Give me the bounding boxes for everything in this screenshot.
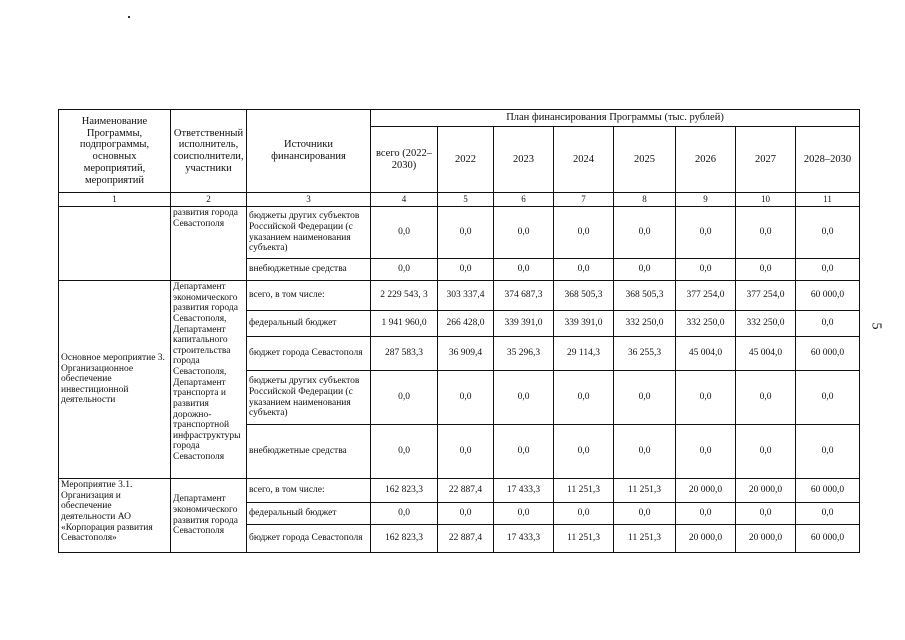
amount-cell: 0,0 (736, 425, 796, 479)
column-number: 11 (796, 193, 860, 207)
funding-source-cell: внебюджетные средства (247, 425, 371, 479)
column-number: 3 (247, 193, 371, 207)
amount-cell: 60 000,0 (796, 337, 860, 371)
page-number: 5 (868, 322, 884, 330)
amount-cell: 17 433,3 (494, 479, 554, 503)
amount-cell: 1 941 960,0 (371, 311, 438, 337)
amount-cell: 0,0 (796, 207, 860, 259)
amount-cell: 332 250,0 (736, 311, 796, 337)
amount-cell: 45 004,0 (676, 337, 736, 371)
amount-cell: 60 000,0 (796, 281, 860, 311)
amount-cell: 0,0 (796, 425, 860, 479)
amount-cell: 377 254,0 (736, 281, 796, 311)
funding-source-cell: федеральный бюджет (247, 503, 371, 525)
amount-cell: 0,0 (736, 503, 796, 525)
column-number: 2 (171, 193, 247, 207)
funding-source-cell: бюджет города Севастополя (247, 337, 371, 371)
amount-cell: 0,0 (796, 503, 860, 525)
activity-name-cell (59, 207, 171, 281)
column-number: 5 (438, 193, 494, 207)
amount-cell: 11 251,3 (614, 479, 676, 503)
amount-cell: 0,0 (676, 503, 736, 525)
amount-cell: 0,0 (494, 259, 554, 281)
amount-cell: 0,0 (614, 425, 676, 479)
executor-cell: развития города Севастополя (171, 207, 247, 281)
amount-cell: 368 505,3 (554, 281, 614, 311)
amount-cell: 45 004,0 (736, 337, 796, 371)
amount-cell: 287 583,3 (371, 337, 438, 371)
amount-cell: 0,0 (438, 207, 494, 259)
header-year-total: всего (2022–2030) (371, 127, 438, 193)
amount-cell: 0,0 (554, 259, 614, 281)
amount-cell: 0,0 (438, 371, 494, 425)
header-year: 2026 (676, 127, 736, 193)
amount-cell: 0,0 (371, 207, 438, 259)
amount-cell: 17 433,3 (494, 525, 554, 553)
amount-cell: 0,0 (614, 259, 676, 281)
header-year: 2027 (736, 127, 796, 193)
amount-cell: 0,0 (796, 311, 860, 337)
executor-cell: Департамент экономического развития города Севастополя, Департамент капитального строительства города Севастополя, Департамент транспорта и развития дорожно-транспортной инфраструктуры города Севастополя (171, 281, 247, 479)
amount-cell: 0,0 (554, 371, 614, 425)
amount-cell: 0,0 (371, 425, 438, 479)
financing-table (58, 109, 860, 553)
header-year: 2023 (494, 127, 554, 193)
amount-cell: 22 887,4 (438, 479, 494, 503)
amount-cell: 0,0 (494, 371, 554, 425)
amount-cell: 339 391,0 (494, 311, 554, 337)
funding-source-cell: бюджеты других субъектов Российской Федерации (с указанием наименования субъекта) (247, 371, 371, 425)
activity-name-cell: Основное мероприятие 3. Организационное обеспечение инвестиционной деятельности (59, 281, 171, 479)
funding-source-cell: бюджеты других субъектов Российской Федерации (с указанием наименования субъекта) (247, 207, 371, 259)
amount-cell: 162 823,3 (371, 479, 438, 503)
header-year: 2022 (438, 127, 494, 193)
amount-cell: 29 114,3 (554, 337, 614, 371)
table-row (59, 479, 860, 503)
column-number: 9 (676, 193, 736, 207)
amount-cell: 368 505,3 (614, 281, 676, 311)
amount-cell: 0,0 (676, 425, 736, 479)
amount-cell: 0,0 (438, 425, 494, 479)
table-row (59, 281, 860, 311)
column-number: 4 (371, 193, 438, 207)
amount-cell: 20 000,0 (676, 525, 736, 553)
amount-cell: 377 254,0 (676, 281, 736, 311)
column-number: 10 (736, 193, 796, 207)
amount-cell: 332 250,0 (614, 311, 676, 337)
amount-cell: 0,0 (554, 207, 614, 259)
amount-cell: 0,0 (438, 259, 494, 281)
amount-cell: 36 255,3 (614, 337, 676, 371)
amount-cell: 0,0 (736, 371, 796, 425)
amount-cell: 0,0 (614, 371, 676, 425)
funding-source-cell: внебюджетные средства (247, 259, 371, 281)
amount-cell: 0,0 (796, 259, 860, 281)
amount-cell: 2 229 543, 3 (371, 281, 438, 311)
column-number: 8 (614, 193, 676, 207)
funding-source-cell: всего, в том числе: (247, 479, 371, 503)
amount-cell: 374 687,3 (494, 281, 554, 311)
amount-cell: 0,0 (438, 503, 494, 525)
funding-source-cell: всего, в том числе: (247, 281, 371, 311)
amount-cell: 0,0 (371, 503, 438, 525)
funding-source-cell: бюджет города Севастополя (247, 525, 371, 553)
amount-cell: 266 428,0 (438, 311, 494, 337)
amount-cell: 20 000,0 (736, 479, 796, 503)
table-body (59, 207, 860, 553)
amount-cell: 0,0 (676, 259, 736, 281)
header-year: 2028–2030 (796, 127, 860, 193)
header-year: 2024 (554, 127, 614, 193)
amount-cell: 0,0 (494, 207, 554, 259)
amount-cell: 20 000,0 (736, 525, 796, 553)
column-number-row (59, 193, 860, 207)
amount-cell: 0,0 (796, 371, 860, 425)
amount-cell: 36 909,4 (438, 337, 494, 371)
amount-cell: 11 251,3 (554, 525, 614, 553)
amount-cell: 0,0 (554, 425, 614, 479)
amount-cell: 35 296,3 (494, 337, 554, 371)
header-year: 2025 (614, 127, 676, 193)
amount-cell: 0,0 (554, 503, 614, 525)
amount-cell: 332 250,0 (676, 311, 736, 337)
funding-source-cell: федеральный бюджет (247, 311, 371, 337)
amount-cell: 0,0 (494, 425, 554, 479)
amount-cell: 0,0 (676, 207, 736, 259)
column-number: 1 (59, 193, 171, 207)
header-executor: Ответственный исполнитель, соисполнители, участники (171, 110, 247, 193)
amount-cell: 0,0 (676, 371, 736, 425)
amount-cell: 0,0 (494, 503, 554, 525)
executor-cell: Департамент экономического развития города Севастополя (171, 479, 247, 553)
amount-cell: 0,0 (614, 207, 676, 259)
amount-cell: 60 000,0 (796, 525, 860, 553)
column-number: 7 (554, 193, 614, 207)
amount-cell: 22 887,4 (438, 525, 494, 553)
header-plan-title: План финансирования Программы (тыс. рублей) (371, 110, 860, 127)
table-row (59, 207, 860, 259)
amount-cell: 60 000,0 (796, 479, 860, 503)
amount-cell: 11 251,3 (614, 525, 676, 553)
amount-cell: 303 337,4 (438, 281, 494, 311)
amount-cell: 11 251,3 (554, 479, 614, 503)
amount-cell: 339 391,0 (554, 311, 614, 337)
amount-cell: 0,0 (736, 207, 796, 259)
amount-cell: 0,0 (736, 259, 796, 281)
activity-name-cell: Мероприятие 3.1. Организация и обеспечение деятельности АО «Корпорация развития Севастополя» (59, 479, 171, 553)
amount-cell: 0,0 (614, 503, 676, 525)
amount-cell: 162 823,3 (371, 525, 438, 553)
scan-dot (128, 16, 130, 18)
amount-cell: 0,0 (371, 259, 438, 281)
header-name: Наименование Программы, подпрограммы, основных мероприятий, мероприятий (59, 110, 171, 193)
amount-cell: 20 000,0 (676, 479, 736, 503)
column-number: 6 (494, 193, 554, 207)
amount-cell: 0,0 (371, 371, 438, 425)
header-source: Источники финансирования (247, 110, 371, 193)
